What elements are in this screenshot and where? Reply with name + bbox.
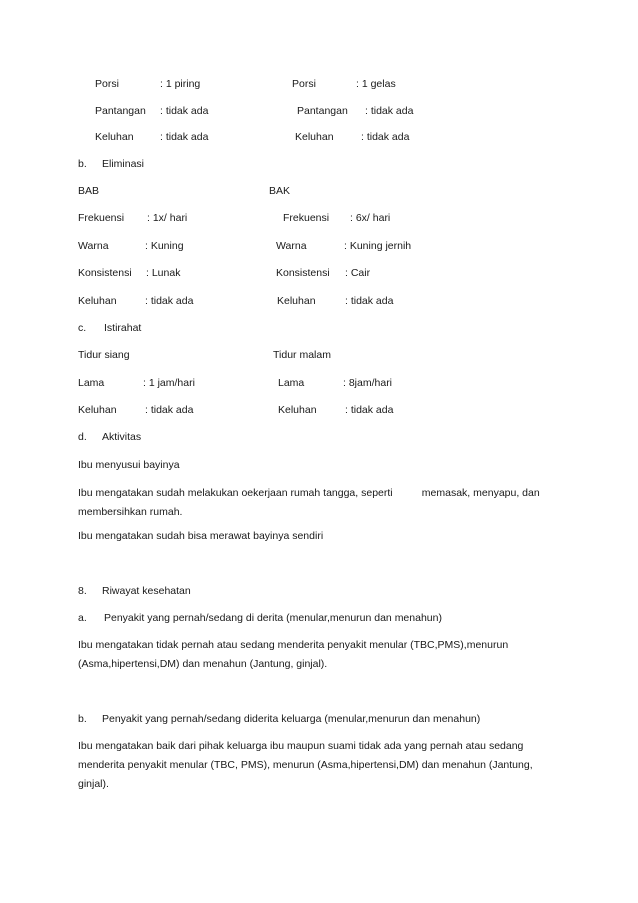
restriction-value: : tidak ada xyxy=(160,105,209,117)
night-complaint-value: : tidak ada xyxy=(345,404,394,416)
bak-consistency-label: Konsistensi xyxy=(276,267,330,279)
bak-complaint-value: : tidak ada xyxy=(345,295,394,307)
activity-housework: Ibu mengatakan sudah melakukan oekerjaan rumah tangga, seperti memasak, menyapu, dan membersihkan rumah. xyxy=(78,487,543,518)
bak-consistency-value: : Cair xyxy=(345,267,371,279)
nap-complaint-label: Keluhan xyxy=(78,404,117,416)
bab-color-value: : Kuning xyxy=(145,240,184,252)
history-a-title: Penyakit yang pernah/sedang di derita (menular,menurun dan menahun) xyxy=(104,612,442,624)
activity-breastfeeding: Ibu menyusui bayinya xyxy=(78,459,180,471)
bab-color-label: Warna xyxy=(78,240,109,252)
bak-frequency-value: : 6x/ hari xyxy=(350,212,391,224)
history-a-text: Ibu mengatakan tidak pernah atau sedang menderita penyakit menular (TBC,PMS),menurun (Asma,hipertensi,DM) dan menahun (Jantung, ginjal). xyxy=(78,639,509,670)
bab-complaint-value: : tidak ada xyxy=(145,295,194,307)
section-c-marker: c. xyxy=(78,322,87,334)
nap-duration-label: Lama xyxy=(78,377,105,389)
section-8-title: Riwayat kesehatan xyxy=(102,585,191,597)
bak-color-label: Warna xyxy=(276,240,307,252)
bak-complaint-label: Keluhan xyxy=(277,295,316,307)
complaint-label: Keluhan xyxy=(95,131,134,143)
nap-complaint-value: : tidak ada xyxy=(145,404,194,416)
night-complaint-label: Keluhan xyxy=(278,404,317,416)
bak-color-value: : Kuning jernih xyxy=(344,240,412,252)
history-b-text: Ibu mengatakan baik dari pihak keluarga ibu maupun suami tidak ada yang pernah atau sedang menderita penyakit menular (TBC, PMS), menurun (Asma,hipertensi,DM) dan menahun (Jantung, ginjal). xyxy=(78,740,533,790)
night-sleep-heading: Tidur malam xyxy=(273,349,331,361)
bab-consistency-label: Konsistensi xyxy=(78,267,132,279)
activity-baby-care: Ibu mengatakan sudah bisa merawat bayinya sendiri xyxy=(78,530,324,542)
restriction-label: Pantangan xyxy=(95,105,146,117)
history-b-marker: b. xyxy=(78,713,87,725)
bab-frequency-value: : 1x/ hari xyxy=(147,212,188,224)
bak-heading: BAK xyxy=(269,185,291,197)
complaint-value: : tidak ada xyxy=(160,131,209,143)
bab-heading: BAB xyxy=(78,185,100,197)
bab-consistency-value: : Lunak xyxy=(146,267,181,279)
portion-label: Porsi xyxy=(95,78,119,90)
section-b-marker: b. xyxy=(78,158,87,170)
nap-duration-value: : 1 jam/hari xyxy=(143,377,195,389)
section-b-title: Eliminasi xyxy=(102,158,145,170)
drink-complaint-value: : tidak ada xyxy=(361,131,410,143)
section-d-marker: d. xyxy=(78,431,87,443)
drink-portion-label: Porsi xyxy=(292,78,316,90)
portion-value: : 1 piring xyxy=(160,78,201,90)
section-d-title: Aktivitas xyxy=(102,431,142,443)
section-8-number: 8. xyxy=(78,585,87,597)
nap-heading: Tidur siang xyxy=(78,349,130,361)
drink-restriction-value: : tidak ada xyxy=(365,105,414,117)
section-c-title: Istirahat xyxy=(104,322,142,334)
history-b-title: Penyakit yang pernah/sedang diderita keluarga (menular,menurun dan menahun) xyxy=(102,713,481,725)
bak-frequency-label: Frekuensi xyxy=(283,212,330,224)
drink-complaint-label: Keluhan xyxy=(295,131,334,143)
drink-portion-value: : 1 gelas xyxy=(356,78,396,90)
history-a-marker: a. xyxy=(78,612,87,624)
bab-complaint-label: Keluhan xyxy=(78,295,117,307)
night-duration-value: : 8jam/hari xyxy=(343,377,393,389)
night-duration-label: Lama xyxy=(278,377,305,389)
drink-restriction-label: Pantangan xyxy=(297,105,348,117)
bab-frequency-label: Frekuensi xyxy=(78,212,125,224)
